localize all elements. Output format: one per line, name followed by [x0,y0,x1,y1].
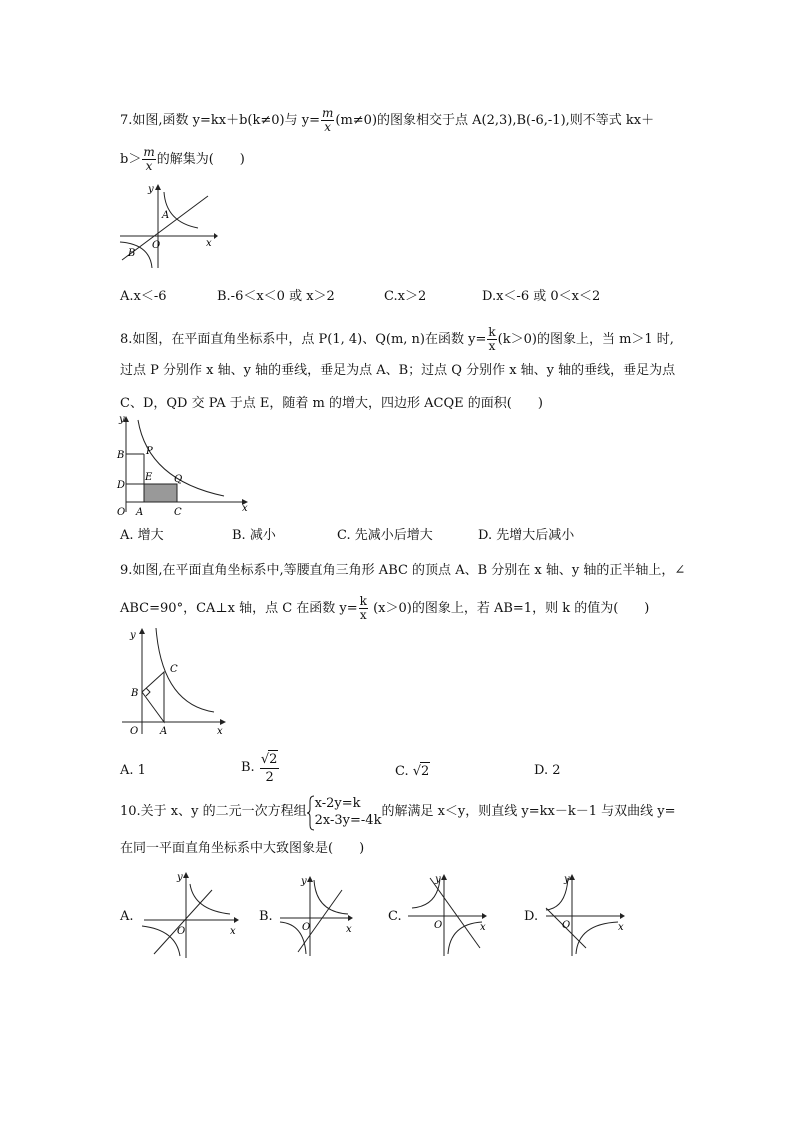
q10-option-d-graph[interactable] [542,870,628,960]
q10-equation-system [307,795,382,829]
q7-option-c[interactable]: C.x＞2 [384,289,427,304]
q7-option-a[interactable]: A.x＜-6 [120,289,167,304]
q8-stem-line3: C、D，QD 交 PA 于点 E，随着 m 的增大，四边形 ACQE 的面积( ) [120,396,543,411]
q10-d-x-label: x [618,922,624,933]
q8-stem-text-b: (k＞0)的图象上，当 m＞1 时, [497,332,674,347]
q8-stem-line2: 过点 P 分别作 x 轴、y 轴的垂线，垂足为点 A、B；过点 Q 分别作 x 轴、y 轴的垂线，垂足为点 [120,363,676,378]
q10-equation-row-2: 2x-3y=-4k [314,812,382,828]
q10-a-origin-label: O [177,926,186,937]
q7-stem-text-d: 的解集为( ) [156,152,245,167]
q9-option-c[interactable]: C. √2 [395,764,430,779]
q9-fig-point-c-label: C [170,664,178,675]
q9-fig-point-b-label: B [131,688,139,699]
q10-c-y-label: y [435,874,441,885]
q8-fig-point-q-label: Q [174,474,183,485]
q7-stem-line2 [120,146,245,173]
q7-stem-text-b: (m≠0)的图象相交于点 A(2,3),B(-6,-1),则不等式 kx＋ [335,113,655,128]
q10-stem-line1 [120,794,676,832]
q8-option-a[interactable]: A. 增大 [120,528,164,543]
q9-option-d[interactable]: D. 2 [534,763,561,778]
q10-a-x-label: x [230,926,236,937]
q9-fig-origin-label: O [130,726,139,737]
q8-fig-point-a-label: A [136,507,144,518]
q10-d-y-label: y [564,874,570,885]
q8-fig-origin-label: O [117,507,126,518]
q10-stem-line2: 在同一平面直角坐标系中大致图象是( ) [120,841,365,856]
q10-option-c-graph[interactable] [404,870,490,960]
q7-fraction-m-over-x-2: $\frac{m}{x}$ [143,145,155,173]
q8-stem-text-a: 8.如图，在平面直角坐标系中，点 P(1, 4)、Q(m, n)在函数 y= [120,332,487,347]
q9-option-b-sqrt-arg: 2 [269,752,278,767]
q7-fig-point-b-label: B [128,248,136,259]
q7-fig-y-label: y [148,184,154,195]
q7-option-b[interactable]: B.-6＜x＜0 或 x＞2 [217,289,335,304]
q10-option-d-label[interactable]: D. [524,909,539,924]
q7-figure [118,182,218,270]
q8-option-c[interactable]: C. 先减小后增大 [337,528,433,543]
q9-stem-text-a: ABC=90°，CA⊥x 轴，点 C 在函数 y= [120,601,358,616]
q9-fig-x-label: x [217,726,223,737]
q9-stem-text-b: (x＞0)的图象上，若 AB=1，则 k 的值为( ) [368,601,650,616]
q10-option-c-label[interactable]: C. [388,909,402,924]
q10-b-x-label: x [346,924,352,935]
q9-option-c-sqrt-arg: 2 [421,764,430,779]
q10-brace-icon [307,795,315,831]
q9-option-a[interactable]: A. 1 [120,763,146,778]
q8-fig-point-e-label: E [145,472,153,483]
q9-fraction-k-over-x: $\frac{k}{x}$ [359,594,367,622]
q9-figure [118,624,228,740]
q7-stem-text-a: 7.如图,函数 y=kx＋b(k≠0)与 y= [120,113,320,128]
q9-option-b-fraction: $\frac{√2}{2}$ [260,752,278,785]
q8-fig-x-label: x [242,503,248,514]
q7-fig-x-label: x [206,238,212,249]
q8-figure [116,414,252,520]
q10-option-b-label[interactable]: B. [259,909,273,924]
q10-b-y-label: y [301,876,307,887]
q7-fraction-m-over-x: $\frac{m}{x}$ [322,106,334,134]
q9-option-c-prefix: C. [395,764,409,779]
q10-b-origin-label: O [302,922,311,933]
q9-option-b-prefix: B. [241,760,255,775]
q10-c-origin-label: O [434,920,443,931]
q10-a-y-label: y [177,872,183,883]
q8-fig-y-label: y [119,414,125,425]
q10-option-a-graph[interactable] [140,868,240,960]
q7-option-d[interactable]: D.x＜-6 或 0＜x＜2 [482,289,601,304]
q9-stem-line2 [120,595,649,622]
q9-option-b[interactable] [241,750,280,786]
q10-option-b-graph[interactable] [276,872,356,958]
q7-stem-line1 [120,107,654,134]
q8-fig-point-p-label: P [146,446,153,457]
q7-stem-text-c: b＞ [120,152,142,167]
q8-fig-point-d-label: D [117,480,126,491]
q10-d-origin-label: O [562,920,571,931]
q7-fig-point-a-label: A [162,210,170,221]
q10-equation-row-1: x-2y=k [314,795,361,811]
q10-stem-text-a: 10.关于 x、y 的二元一次方程组 [120,804,307,819]
q9-fig-y-label: y [130,630,136,641]
q8-stem-line1 [120,326,674,353]
q8-fig-point-c-label: C [174,507,182,518]
q8-option-b[interactable]: B. 减小 [232,528,276,543]
q10-c-x-label: x [480,922,486,933]
q8-option-d[interactable]: D. 先增大后减小 [478,528,575,543]
q9-fig-point-a-label: A [160,726,168,737]
q9-option-b-denominator: 2 [265,770,274,785]
q8-fraction-k-over-x: $\frac{k}{x}$ [488,325,496,353]
q8-fig-point-b-label: B [117,450,125,461]
q10-option-a-label[interactable]: A. [120,909,134,924]
q10-stem-text-b: 的解满足 x＜y，则直线 y=kx－k－1 与双曲线 y= [381,804,676,819]
q9-stem-line1: 9.如图,在平面直角坐标系中,等腰直角三角形 ABC 的顶点 A、B 分别在 x 轴、y 轴的正半轴上，∠ [120,563,686,578]
q7-fig-origin-label: O [152,240,161,251]
